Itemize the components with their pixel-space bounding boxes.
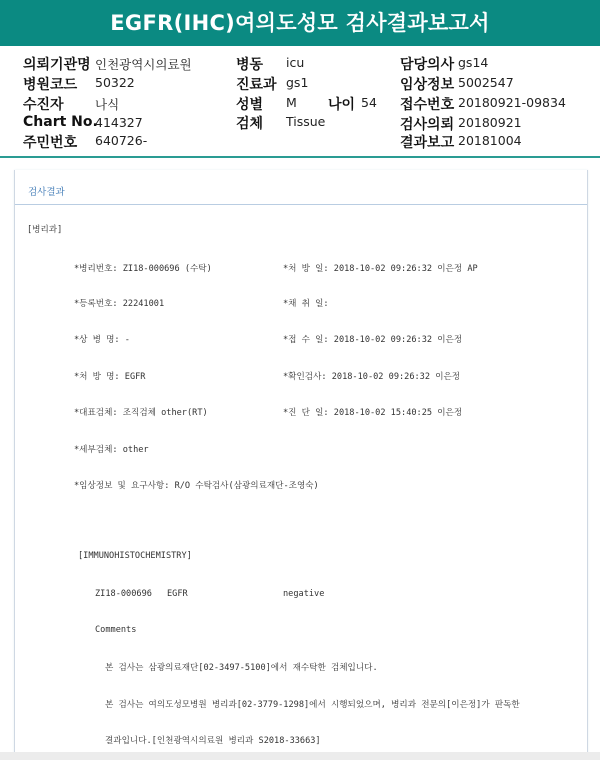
label-department: 진료과	[236, 77, 277, 93]
pathology-dept-label: [병리과]	[27, 225, 63, 235]
test-row-id: ZI18-000696	[95, 589, 152, 599]
value-sex: M	[286, 95, 297, 110]
value-result-report: 20181004	[458, 133, 522, 148]
comment-line: 결과입니다.[인천광역시의료원 병리과 S2018-33663]	[105, 736, 321, 746]
field-registration-number: *등록번호: 22241001	[74, 299, 165, 309]
value-requesting-institution: 인천광역시의료원	[95, 57, 192, 72]
ihc-section-header: [IMMUNOHISTOCHEMISTRY]	[78, 551, 192, 561]
value-chart-no: 414327	[95, 115, 143, 130]
result-section-title: 검사결과	[28, 187, 65, 198]
value-clinical-info: 5002547	[458, 75, 514, 90]
comment-line: 본 검사는 여의도성모병원 병리과[02-3779-1298]에서 시행되었으며, 병리과 전문의[이은정]가 판독한	[105, 700, 520, 710]
value-ward: icu	[286, 55, 305, 70]
label-test-request: 검사의뢰	[400, 117, 455, 133]
patient-info-header	[0, 46, 600, 158]
value-hospital-code: 50322	[95, 75, 135, 90]
value-department: gs1	[286, 75, 309, 90]
label-receipt-number: 접수번호	[400, 97, 455, 113]
test-row-name: EGFR	[167, 589, 188, 599]
field-detail-specimen: *세부검체: other	[74, 445, 149, 455]
value-receipt-number: 20180921-09834	[458, 95, 566, 110]
value-resident-number: 640726-	[95, 133, 148, 148]
label-result-report: 결과보고	[400, 135, 455, 151]
label-age: 나이	[328, 97, 356, 113]
field-prescription-name: *처 방 명: EGFR	[74, 372, 146, 382]
field-diagnosis-date: *진 단 일: 2018-10-02 15:40:25 이은정	[283, 408, 463, 418]
value-age: 54	[361, 95, 377, 110]
field-order-date: *처 방 일: 2018-10-02 09:26:32 이은정 AP	[283, 264, 478, 274]
label-attending-doctor: 담당의사	[400, 57, 455, 73]
field-clinical-request: *임상정보 및 요구사항: R/O 수탁검사(삼광의료재단-조영숙)	[74, 481, 319, 491]
label-requesting-institution: 의뢰기관명	[23, 57, 91, 73]
value-attending-doctor: gs14	[458, 55, 489, 70]
test-row-result: negative	[283, 589, 325, 599]
label-clinical-info: 임상정보	[400, 77, 455, 93]
field-pathology-number: *병리번호: ZI18-000696 (수탁)	[74, 264, 212, 274]
bottom-strip	[0, 752, 600, 760]
value-patient: 나식	[95, 97, 120, 112]
field-collection-date: *채 취 일:	[283, 299, 329, 309]
value-specimen: Tissue	[286, 114, 326, 129]
label-hospital-code: 병원코드	[23, 77, 78, 93]
section-divider	[15, 204, 587, 205]
label-resident-number: 주민번호	[23, 135, 78, 151]
label-specimen: 검체	[236, 116, 264, 132]
label-ward: 병동	[236, 57, 264, 73]
report-title: EGFR(IHC)여의도성모 검사결과보고서	[0, 0, 600, 46]
label-sex: 성별	[236, 97, 264, 113]
value-test-request: 20180921	[458, 115, 522, 130]
comment-line: 본 검사는 삼광의료재단[02-3497-5100]에서 재수탁한 검체입니다.	[105, 663, 378, 673]
label-chart-no: Chart No.	[23, 114, 98, 130]
label-patient: 수진자	[23, 97, 64, 113]
comments-label: Comments	[95, 625, 137, 635]
field-receipt-date: *접 수 일: 2018-10-02 09:26:32 이은정	[283, 335, 463, 345]
result-panel	[14, 170, 588, 760]
field-diagnosis-name: *상 병 명: -	[74, 335, 130, 345]
field-confirmation-test: *확인검사: 2018-10-02 09:26:32 이은정	[283, 372, 461, 382]
field-representative-specimen: *대표검체: 조직검체 other(RT)	[74, 408, 208, 418]
